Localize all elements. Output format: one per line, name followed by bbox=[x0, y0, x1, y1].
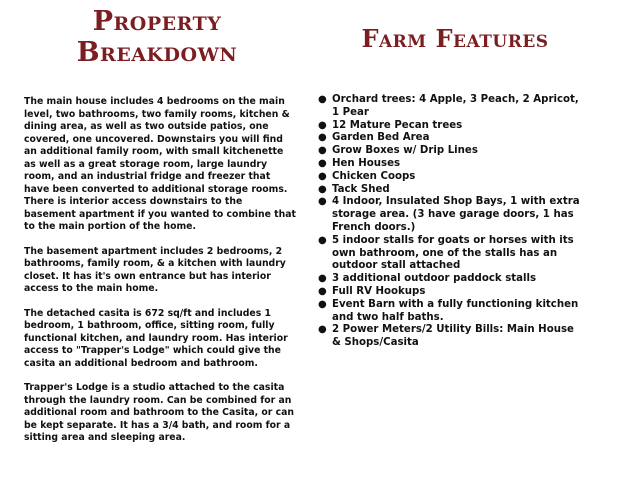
feature-item bbox=[312, 120, 582, 133]
feature-text: 5 indoor stalls for goats or horses with its own bathroom, one of the stalls has an outdoor stall attached bbox=[332, 234, 574, 272]
feature-text: 12 Mature Pecan trees bbox=[332, 119, 463, 131]
bullet-icon: ● bbox=[318, 298, 327, 310]
main-house-paragraph: The main house includes 4 bedrooms on the main level, two bathrooms, two family rooms, kitchen & dining area, as well as two outside patios, one covered, one uncovered. Downstairs you will find an additional family room, with small kitchenette as well as a great storage room, large laundry room, and an industrial fridge and freezer that have been converted to additional storage rooms. There is interior access downstairs to the basement apartment if you wanted to combine that to the main portion of the home. bbox=[24, 96, 296, 232]
feature-text: 4 Indoor, Insulated Shop Bays, 1 with extra storage area. (3 have garage doors, 1 has French doors.) bbox=[332, 196, 580, 233]
feature-item bbox=[312, 196, 582, 234]
feature-text: Full RV Hookups bbox=[332, 285, 426, 297]
feature-item bbox=[312, 235, 582, 273]
property-breakdown-section bbox=[24, 96, 296, 457]
feature-item bbox=[312, 299, 582, 325]
feature-item bbox=[312, 94, 582, 120]
feature-item bbox=[312, 184, 582, 197]
feature-text: 3 additional outdoor paddock stalls bbox=[332, 273, 537, 285]
feature-text: Chicken Coops bbox=[332, 170, 416, 182]
bullet-icon: ● bbox=[318, 183, 327, 195]
farm-features-title: Farm Features bbox=[361, 24, 549, 53]
bullet-icon: ● bbox=[318, 196, 327, 208]
bullet-icon: ● bbox=[318, 157, 327, 169]
bullet-icon: ● bbox=[318, 234, 327, 246]
bullet-icon: ● bbox=[318, 285, 327, 297]
feature-item bbox=[312, 286, 582, 299]
feature-item bbox=[312, 324, 582, 350]
feature-text: 2 Power Meters/2 Utility Bills: Main House & Shops/Casita bbox=[332, 324, 574, 349]
farm-features-list bbox=[312, 94, 582, 350]
property-breakdown-title: Property Breakdown bbox=[76, 6, 238, 68]
bullet-icon: ● bbox=[318, 132, 327, 144]
feature-text: Event Barn with a fully functioning kitchen and two half baths. bbox=[332, 298, 579, 323]
feature-item bbox=[312, 171, 582, 184]
feature-item bbox=[312, 158, 582, 171]
trappers-lodge-paragraph: Trapper's Lodge is a studio attached to the casita through the laundry room. Can be combined for an additional room and bathroom to the Casita, or can be kept separate. It has a 3/4 bath, and room for a sitting area and sleeping area. bbox=[24, 382, 295, 443]
bullet-icon: ● bbox=[318, 94, 327, 105]
bullet-icon: ● bbox=[318, 170, 327, 182]
feature-text: Garden Bed Area bbox=[332, 132, 430, 144]
feature-text: Grow Boxes w/ Drip Lines bbox=[332, 145, 478, 157]
bullet-icon: ● bbox=[318, 119, 327, 131]
basement-apartment-paragraph: The basement apartment includes 2 bedrooms, 2 bathrooms, family room, & a kitchen with laundry closet. It has it's own entrance but has interior access to the main home. bbox=[24, 245, 286, 294]
feature-text: Tack Shed bbox=[332, 183, 390, 195]
feature-item bbox=[312, 132, 582, 145]
feature-text: Hen Houses bbox=[332, 157, 401, 169]
bullet-icon: ● bbox=[318, 324, 327, 336]
bullet-icon: ● bbox=[318, 145, 327, 157]
bullet-icon: ● bbox=[318, 273, 327, 285]
casita-paragraph: The detached casita is 672 sq/ft and includes 1 bedroom, 1 bathroom, office, sitting room, fully functional kitchen, and laundry room. Has interior access to "Trapper's Lodge" which could give the casita an additional bedroom and bathroom. bbox=[24, 307, 288, 369]
feature-item bbox=[312, 145, 582, 158]
farm-features-section bbox=[312, 94, 582, 350]
feature-item bbox=[312, 273, 582, 286]
feature-text: Orchard trees: 4 Apple, 3 Peach, 2 Apricot, 1 Pear bbox=[332, 94, 579, 118]
